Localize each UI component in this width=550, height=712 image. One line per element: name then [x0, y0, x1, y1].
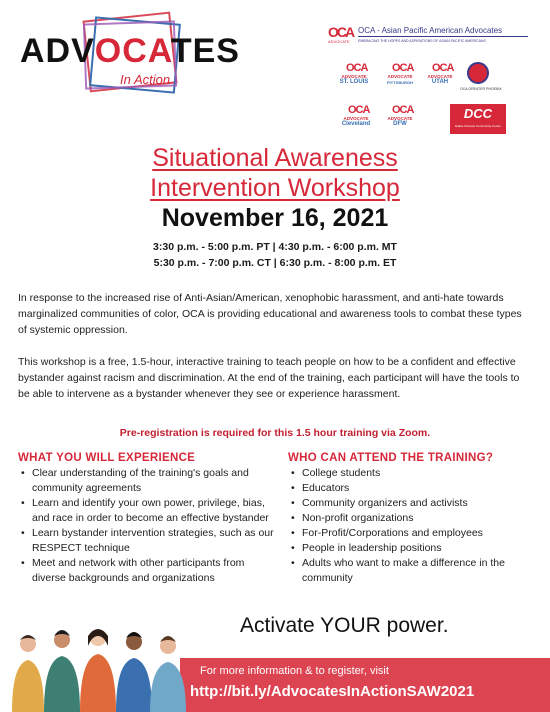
experience-heading: WHAT YOU WILL EXPERIENCE [18, 452, 196, 464]
experience-section [18, 452, 278, 586]
oca-mark-sub: ADVOCATE [328, 39, 350, 44]
times-line-1: 3:30 p.m. - 5:00 p.m. PT | 4:30 p.m. - 6:00 p.m. MT [153, 241, 397, 253]
logo-word-mid: OCA [94, 32, 171, 70]
person-illustration [12, 635, 44, 712]
preregistration-note: Pre-registration is required for this 1.5 hour training via Zoom. [119, 427, 431, 439]
event-times [0, 239, 550, 271]
experience-list [18, 466, 278, 586]
chapter-logo-st-louis [332, 62, 376, 92]
chapter-city: UTAH [431, 79, 449, 85]
chapter-name: ADVOCATE [387, 74, 413, 79]
phoenix-seal-icon [467, 62, 489, 84]
description-paragraph: This workshop is a free, 1.5-hour, interactive training to teach people on how to be a confident and effective bystander against racism and discrimination. At the end of the training, each participant will have the tools to be able to intervene as a bystander whenever they see or experience harassment. [18, 356, 520, 400]
registration-link[interactable]: http://bit.ly/AdvocatesInActionSAW2021 [190, 683, 475, 700]
chapter-city: DFW [393, 121, 407, 127]
partner-logos [328, 24, 528, 134]
advocates-in-action-logo [20, 14, 260, 94]
list-item: • Educators [288, 481, 538, 496]
footer-info-text: For more information & to register, visit [200, 665, 389, 677]
people-illustration [0, 622, 200, 712]
list-item: • Community organizers and activists [288, 496, 538, 511]
times-line-2: 5:30 p.m. - 7:00 p.m. CT | 6:30 p.m. - 8:00 p.m. ET [153, 257, 397, 269]
person-illustration [150, 636, 186, 712]
list-item: • For-Profit/Corporations and employees [288, 526, 538, 541]
attendance-list [288, 466, 538, 586]
event-date: November 16, 2021 [161, 204, 389, 232]
list-item: • Meet and network with other participants from diverse backgrounds and organizations [18, 556, 278, 586]
chapter-logo-pittsburgh [378, 62, 422, 92]
logo-subtitle: In Action [120, 72, 171, 87]
intro-paragraph: In response to the increased rise of Anti-Asian/American, xenophobic harassment, and anti-hate towards marginalized communities of color, OCA is providing educational and awareness tools to combat these types of systemic oppression. [18, 292, 522, 336]
title-line-1: Situational Awareness [152, 144, 398, 172]
logo-wordmark [20, 32, 240, 71]
chapter-name: ADVOCATE [341, 74, 367, 79]
oca-ring-icon: OCA [346, 62, 368, 74]
list-item: • Adults who want to make a difference in the community [288, 556, 538, 586]
chapter-name: ADVOCATE [427, 74, 453, 79]
header [0, 0, 550, 135]
list-item: • Non-profit organizations [288, 511, 538, 526]
dcc-mark: DCC [463, 106, 493, 121]
activate-slogan: Activate YOUR power. [240, 614, 449, 637]
chapter-logo-cleveland [334, 104, 378, 134]
chapter-city: ST. LOUIS [339, 79, 369, 85]
person-illustration [44, 630, 80, 712]
title-line-2: Intervention Workshop [150, 174, 400, 202]
person-illustration [116, 632, 152, 712]
dcc-label: Dallas Chinese Community Center [454, 124, 502, 128]
chapter-logo-utah [418, 62, 462, 92]
attendance-heading: WHO CAN ATTEND THE TRAINING? [288, 452, 494, 464]
list-item: • College students [288, 466, 538, 481]
phoenix-label: OCA GREATER PHOENIX [460, 87, 502, 91]
oca-tagline: EMBRACING THE HOPES AND ASPIRATIONS OF ASIAN PACIFIC AMERICANS [358, 39, 486, 43]
chapter-name: ADVOCATE [343, 116, 369, 121]
list-item: • Learn and identify your own power, privilege, bias, and race in order to become an effective bystander [18, 496, 278, 526]
chapter-city: PITTSBURGH [387, 80, 413, 85]
oca-title: OCA - Asian Pacific American Advocates [358, 26, 503, 35]
logo-word-pre: ADV [20, 32, 95, 70]
oca-phoenix-logo [460, 62, 502, 98]
list-item: • Clear understanding of the training's goals and community agreements [18, 466, 278, 496]
list-item: • Learn bystander intervention strategies, such as our RESPECT technique [18, 526, 278, 556]
list-item: • People in leadership positions [288, 541, 538, 556]
oca-main-logo [328, 24, 528, 50]
chapter-logo-dfw [378, 104, 422, 134]
oca-ring-icon: OCA [392, 104, 414, 116]
person-illustration [80, 629, 116, 712]
logo-word-post: TES [170, 32, 240, 70]
oca-ring-icon: OCA [348, 104, 370, 116]
oca-ring-icon: OCA [392, 62, 414, 74]
attendance-section [288, 452, 538, 586]
oca-divider [358, 36, 528, 37]
chapter-name: ADVOCATE [387, 116, 413, 121]
oca-mark-icon: OCA [328, 24, 354, 40]
dcc-logo [450, 104, 506, 134]
workshop-title [0, 143, 550, 203]
chapter-city: Cleveland [341, 121, 371, 127]
oca-ring-icon: OCA [432, 62, 454, 74]
